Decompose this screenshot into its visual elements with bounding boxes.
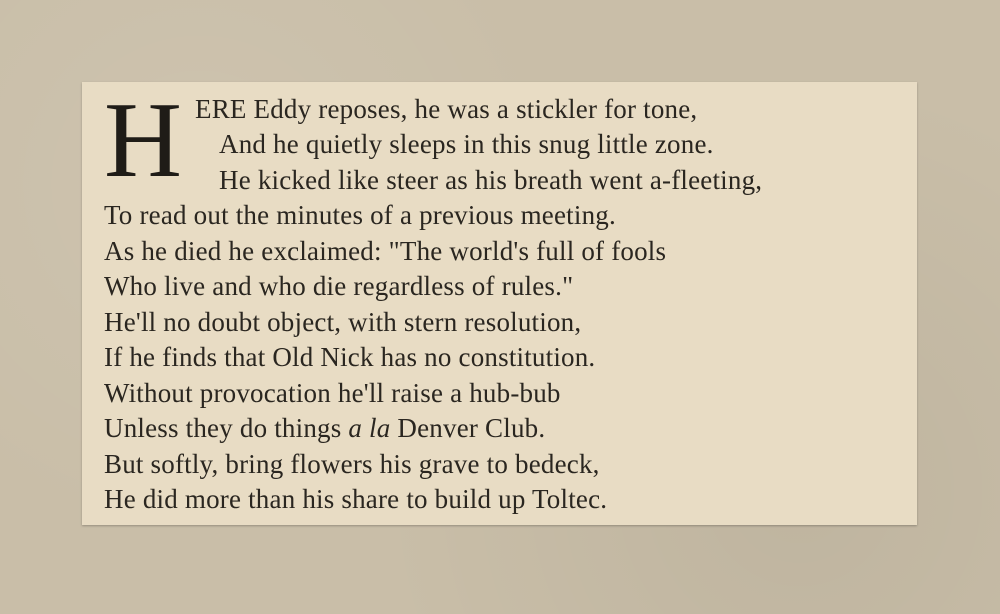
poem-line-11: But softly, bring flowers his grave to bedeck, bbox=[104, 449, 600, 479]
poem-line-7: He'll no doubt object, with stern resolution, bbox=[104, 307, 582, 337]
poem-line-1: ERE Eddy reposes, he was a stickler for tone, bbox=[195, 94, 698, 124]
poem-line-10-italic: a la bbox=[348, 413, 391, 443]
drop-cap: H bbox=[104, 81, 182, 200]
poem-line-6: Who live and who die regardless of rules." bbox=[104, 271, 574, 301]
poem-line-12: He did more than his share to build up Toltec. bbox=[104, 484, 608, 514]
poem-line-10-end: Denver Club. bbox=[397, 413, 546, 443]
newspaper-clipping bbox=[82, 82, 917, 525]
poem-line-4: To read out the minutes of a previous meeting. bbox=[104, 200, 616, 230]
poem-line-8: If he finds that Old Nick has no constitution. bbox=[104, 342, 596, 372]
poem-line-9: Without provocation he'll raise a hub-bub bbox=[104, 378, 561, 408]
poem-line-2: And he quietly sleeps in this snug little zone. bbox=[219, 129, 714, 159]
poem-line-10-start: Unless they do things bbox=[104, 413, 342, 443]
poem-line-10 bbox=[104, 415, 545, 442]
poem-line-5: As he died he exclaimed: "The world's full of fools bbox=[104, 236, 667, 266]
poem-line-3: He kicked like steer as his breath went a-fleeting, bbox=[219, 165, 763, 195]
